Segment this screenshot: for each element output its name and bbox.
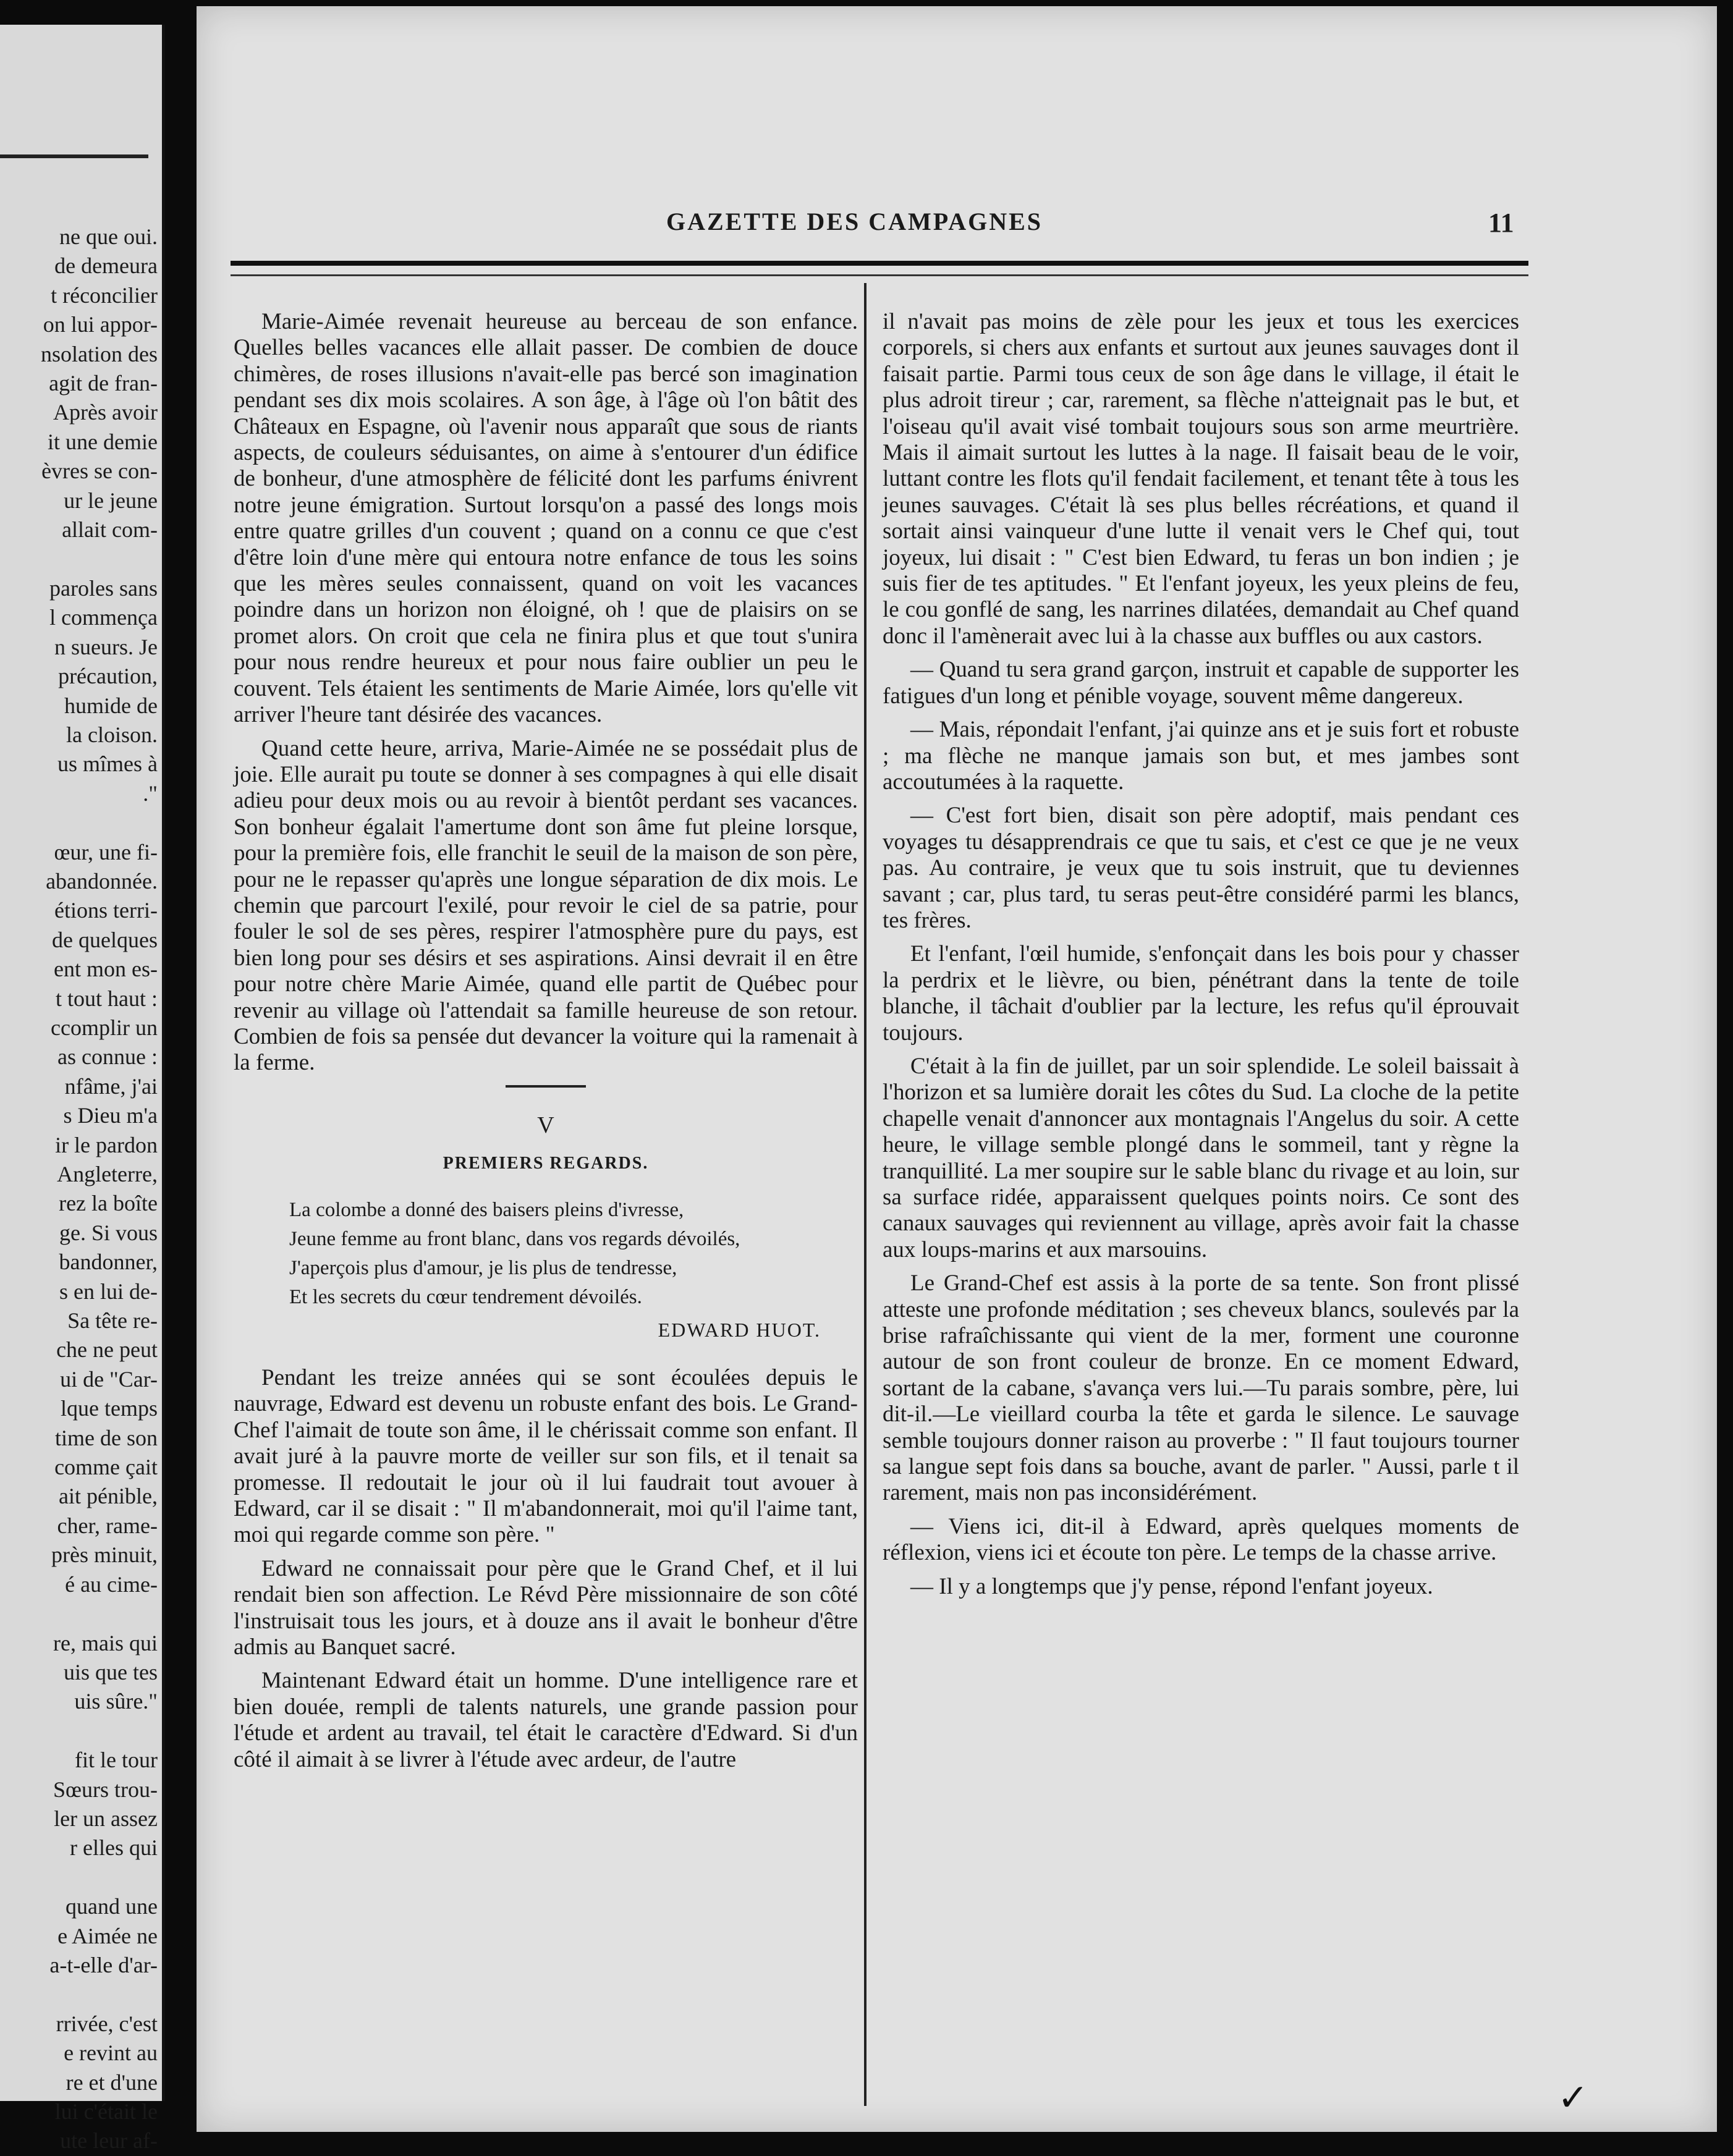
- newspaper-page: [197, 6, 1717, 2132]
- previous-page-line: èvres se con-: [41, 459, 158, 484]
- paragraph: Le Grand-Chef est assis à la porte de sa tente. Son front plissé atteste une profonde méditation ; ses cheveux blancs, soulevés par la brise rafraîchissante qui vient de la mer, forment une couronne autour de son front couleur de bronze. En ce moment Edward, sortant de la cabane, s'avança vers lui.—Tu parais sombre, père, lui dit-il.—Le vieillard courba la tête et garda le silence. Le sauvage semble toujours donner raison au proverbe : " Il faut toujours tourner sa langue sept fois dans sa bouche, avant de parler. " Aussi, parle t il rarement, mais non pas inconsidérément.: [883, 1270, 1519, 1506]
- previous-page-line: uis que tes: [64, 1659, 158, 1685]
- paragraph: Et l'enfant, l'œil humide, s'enfonçait dans les bois pour y chasser la perdrix et le lièvre, ou bien, pénétrant dans la tente de toile blanche, il tâchait d'oublier par la lecture, les refus qu'il éprouvait toujours.: [883, 941, 1519, 1046]
- paragraph: C'était à la fin de juillet, par un soir splendide. Le soleil baissait à l'horizon et sa lumière dorait les côtes du Sud. La cloche de la petite chapelle venait d'annoncer aux montagnais l'Angelus du soir. A cette heure, le village semble plongé dans le sommeil, tant y règne la tranquillité. La mer soupire sur le sable blanc du rivage et au loin, sur sa surface ridée, apparaissent quelques points noirs. Ce sont des canaux sauvages qui reviennent au village, après avoir fait la chasse aux loups-marins et aux marsouins.: [883, 1053, 1519, 1262]
- paragraph: Quand cette heure, arriva, Marie-Aimée ne se possédait plus de joie. Elle aurait pu toute se donner à ses compagnes à qui elle disait adieu pour deux mois ou au revoir à bientôt perdant ses vacances. Son bonheur égalait l'amertume dont son âme fut pleine lorsque, pour la première fois, elle franchit le seuil de la maison de son père, pour ne le repasser qu'après une longue séparation de dix mois. Le chemin que parcourt l'exilé, pour revoir le ciel de sa patrie, pour fouler le sol de ses pères, respirer l'atmosphère pure du pays, est bien long pour ses désirs et ses aspirations. Ainsi devrait il en être pour notre chère Marie Aimée, quand elle partit de Québec pour revenir au village où l'attendait sa famille heureuse de son retour. Combien de fois sa pensée dut devancer la voiture qui la ramenait à la ferme.: [234, 735, 858, 1076]
- previous-page-line: uis sûre.": [74, 1689, 158, 1714]
- previous-page-line: s en lui de-: [59, 1279, 158, 1304]
- section-numeral: V: [537, 1112, 554, 1138]
- previous-page-line: agit de fran-: [49, 371, 158, 396]
- previous-page-line: comme çait: [54, 1455, 158, 1480]
- paragraph: Marie-Aimée revenait heureuse au berceau de son enfance. Quelles belles vacances elle allait passer. De combien de douce chimères, de roses illusions n'avait-elle pas bercé son imagination pendant ses dix mois scolaires. A son âge, à l'âge où l'on bâtit des Châteaux en Espagne, où l'avenir nous apparaît que sous de riants aspects, de couleurs séduisantes, on aime à s'entourer d'un édifice de bonheur, d'une atmosphère de félicité dont les parfums énivrent notre jeune émigration. Surtout lorsqu'on a passé des longs mois entre quatre grilles d'un couvent ; quand on a connu ce que c'est d'être loin d'une mère qui entoura notre enfance de tous les soins que les mères seules connaissent, quand on voit les vacances poindre dans un horizon non éloigné, oh ! que de plaisirs on se promet alors. On croit que cela ne finira plus et que tout s'unira pour nous rendre heureux et pour nous faire oublier un peu le couvent. Tels étaient les sentiments de Marie Aimée, lors qu'elle vit arriver l'heure tant désirée des vacances.: [234, 309, 858, 728]
- masthead: GAZETTE DES CAMPAGNES: [666, 208, 1043, 235]
- previous-page-line: it une demie: [48, 429, 158, 454]
- previous-page-line: t tout haut :: [56, 986, 158, 1011]
- previous-page-line: é au cime-: [65, 1571, 158, 1597]
- previous-page-line: bandonner,: [59, 1249, 158, 1275]
- previous-page-line: abandonnée.: [46, 868, 158, 894]
- poem-line: Et les secrets du cœur tendrement dévoilés.: [289, 1285, 642, 1308]
- previous-page-line: [0, 544, 158, 573]
- previous-page-line: Après avoir: [53, 400, 158, 425]
- previous-page-line: re et d'une: [66, 2069, 158, 2095]
- previous-page-line: time de son: [55, 1425, 158, 1450]
- poem-line: La colombe a donné des baisers pleins d'ivresse,: [289, 1198, 684, 1221]
- previous-page-line: nsolation des: [41, 341, 158, 366]
- previous-page-line: us mîmes à: [57, 751, 158, 777]
- previous-page-line: lque temps: [61, 1396, 158, 1421]
- previous-page-line: ait pénible,: [59, 1484, 158, 1509]
- previous-page-line: Angleterre,: [57, 1162, 158, 1186]
- header-rule-thin: [231, 274, 1528, 276]
- previous-page-line: l commença: [49, 605, 158, 630]
- epigraph-attribution: EDWARD HUOT.: [658, 1318, 821, 1341]
- left-column: [234, 309, 858, 1780]
- previous-page-line: cher, rame-: [57, 1513, 158, 1538]
- previous-page-line: ler un assez: [54, 1806, 158, 1831]
- previous-page-line: .": [143, 780, 158, 806]
- previous-page-line: ur le jeune: [64, 488, 158, 513]
- previous-page-line: étions terri-: [54, 898, 158, 923]
- paragraph: Pendant les treize années qui se sont écoulées depuis le nauvrage, Edward est devenu un robuste enfant des bois. Le Grand-Chef l'aimait de toute son âme, il le chérissait comme son enfant. Il avait juré à la pauvre morte de veiller sur son fils, et il tenait sa promesse. Il redoutait le jour où il lui faudrait tout avouer à Edward, car il se disait : " Il m'abandonnerait, moi qu'il l'aime tant, moi qui regarde comme son père. ": [234, 1365, 858, 1548]
- previous-page-line: ui de "Car-: [60, 1366, 158, 1392]
- previous-page-line: on lui appor-: [43, 312, 158, 337]
- poem-line: J'aperçois plus d'amour, je lis plus de tendresse,: [289, 1256, 677, 1279]
- page-header: [197, 207, 1717, 244]
- previous-page-line: ccomplir un: [51, 1015, 158, 1040]
- section-rule: [506, 1085, 586, 1088]
- previous-page-line: [0, 1980, 158, 2009]
- previous-page-line: paroles sans: [49, 575, 158, 601]
- previous-page-line: [0, 1863, 158, 1892]
- previous-page-line: la cloison.: [66, 722, 158, 747]
- previous-page-rule: [0, 154, 148, 158]
- previous-page-line: e revint au: [64, 2040, 158, 2066]
- paragraph: — Il y a longtemps que j'y pense, répond l'enfant joyeux.: [910, 1573, 1433, 1599]
- previous-page-line: rez la boîte: [59, 1191, 158, 1216]
- previous-page-line: quand une: [66, 1894, 158, 1919]
- previous-page-fragment: [0, 25, 165, 2154]
- paragraph: Maintenant Edward était un homme. D'une intelligence rare et bien douée, rempli de talents naturels, une grande passion pour l'étude et ardent au travail, tel était le caractère d'Edward. Si d'un côté il aimait à se livrer à l'étude avec ardeur, de l'autre: [234, 1668, 858, 1772]
- paragraph: — Quand tu sera grand garçon, instruit et capable de supporter les fatigues d'un long et pénible voyage, souvent même dangereux.: [883, 657, 1519, 709]
- previous-page-line: [0, 1599, 158, 1628]
- previous-page-line: re, mais qui: [53, 1630, 158, 1655]
- previous-page-line: humide de: [64, 693, 158, 718]
- previous-page-line: Sa tête re-: [67, 1308, 158, 1334]
- previous-page-line: t réconcilier: [51, 282, 158, 308]
- previous-page-line: a-t-elle d'ar-: [49, 1952, 158, 1977]
- previous-page-line: rrivée, c'est: [56, 2011, 158, 2036]
- paragraph: — C'est fort bien, disait son père adoptif, mais pendant ces voyages tu désapprendrais ce que tu sais, et c'est ce que je ne veux pas. Au contraire, je veux que tu sois instruit, que tu deviennes savant ; car, plus tard, tu seras peut-être considéré parmi les blancs, tes frères.: [883, 803, 1519, 933]
- previous-page-line: ute leur af-: [60, 2128, 158, 2154]
- previous-page-line: r elles qui: [70, 1835, 158, 1861]
- previous-page-line: lui c'était le: [54, 2099, 158, 2124]
- column-divider: [864, 283, 866, 2106]
- previous-page-line: précaution,: [58, 664, 158, 689]
- epigraph-poem: [234, 1196, 858, 1312]
- section-title: PREMIERS REGARDS.: [443, 1154, 649, 1173]
- right-column: [883, 309, 1519, 1607]
- previous-page-line: près minuit,: [51, 1542, 158, 1568]
- previous-page-line: [0, 1717, 158, 1746]
- previous-page-line: s Dieu m'a: [63, 1103, 158, 1128]
- previous-page-line: ent mon es-: [54, 957, 158, 982]
- paragraph: — Viens ici, dit-il à Edward, après quelques moments de réflexion, viens ici et écoute ton père. Le temps de la chasse arrive.: [883, 1513, 1519, 1566]
- poem-line: Jeune femme au front blanc, dans vos regards dévoilés,: [289, 1227, 740, 1250]
- previous-page-line: as connue :: [57, 1044, 158, 1070]
- previous-page-line: de quelques: [52, 927, 158, 952]
- previous-page-line: e Aimée ne: [57, 1923, 158, 1948]
- paragraph: — Mais, répondait l'enfant, j'ai quinze ans et je suis fort et robuste ; ma flèche ne manque jamais son but, et mes jambes sont accoutumées à la raquette.: [883, 717, 1519, 795]
- previous-page-line: œur, une fi-: [54, 839, 158, 865]
- previous-page-line: n sueurs. Je: [54, 634, 158, 659]
- previous-page-line: Sœurs trou-: [53, 1777, 158, 1802]
- previous-page-line: allait com-: [62, 517, 158, 543]
- paragraph: Edward ne connaissait pour père que le Grand Chef, et il lui rendait bien son affection. Le Révd Père missionnaire de son côté l'instruisait tous les jours, et à douze ans il avait le bonheur d'être admis au Banquet sacré.: [234, 1555, 858, 1660]
- previous-page-line: ne que oui.: [59, 224, 158, 249]
- previous-page-line: che ne peut: [56, 1337, 158, 1363]
- header-rule: [231, 261, 1528, 266]
- ink-smudge-mark: ✓: [1557, 2078, 1589, 2118]
- page-number: 11: [1488, 208, 1514, 238]
- previous-page-line: nfâme, j'ai: [64, 1073, 158, 1099]
- previous-page-text: [0, 222, 158, 2156]
- previous-page-line: [0, 808, 158, 837]
- previous-page-line: ge. Si vous: [59, 1220, 158, 1245]
- previous-page-line: de demeura: [54, 253, 158, 279]
- previous-page-line: ir le pardon: [55, 1132, 158, 1157]
- paragraph: il n'avait pas moins de zèle pour les jeux et tous les exercices corporels, si chers aux enfants et surtout aux jeunes sauvages dont il faisait partie. Parmi tous ceux de son âge dans le village, il était le plus adroit tireur ; car, rarement, sa flèche n'atteignait pas le but, et l'oiseau qu'il avait visé tombait toujours sous son arme meurtrière. Mais il aimait surtout les luttes à la nage. Il faisait beau de le voir, luttant contre les flots qu'il fendait facilement, et tenant tête à tous les jeunes sauvages. C'était là ses plus belles récréations, et quand il sortait ainsi vainqueur d'une lutte il venait vers le Chef qui, tout joyeux, lui disait : " C'est bien Edward, tu feras un bon indien ; je suis fier de tes aptitudes. " Et l'enfant joyeux, les yeux pleins de feu, le cou gonflé de sang, les narrines dilatées, demandait au Chef quand donc il l'amènerait avec lui à la chasse aux buffles ou aux castors.: [883, 309, 1519, 649]
- previous-page-line: fit le tour: [75, 1748, 158, 1773]
